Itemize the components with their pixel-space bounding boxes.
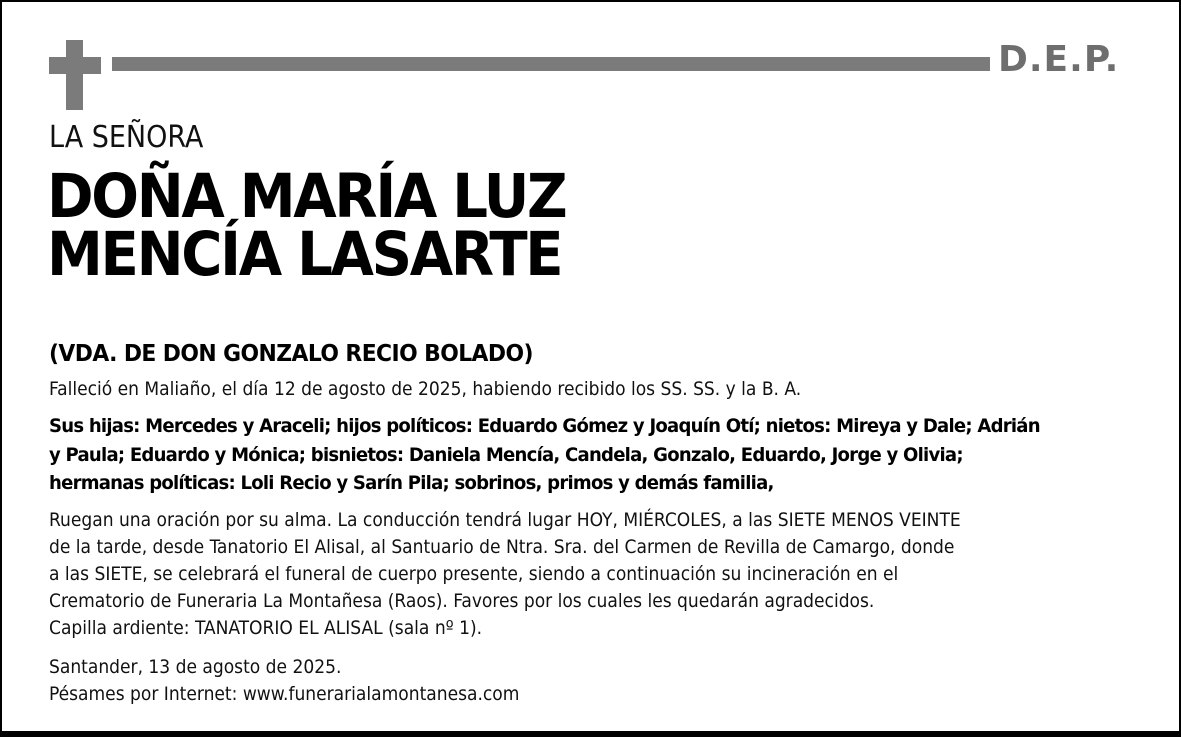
closing: [49, 654, 519, 708]
cross-icon: [49, 40, 101, 110]
family-line: Sus hijas: Mercedes y Araceli; hijos políticos: Eduardo Gómez y Joaquín Otí; nietos: Mireya y Dale; Adrián: [49, 415, 1040, 437]
service-line: Crematorio de Funeraria La Montañesa (Raos). Favores por los cuales les quedarán agradecidos.: [49, 590, 875, 612]
service-line: Ruegan una oración por su alma. La conducción tendrá lugar HOY, MIÉRCOLES, a las SIETE MENOS VEINTE: [49, 509, 961, 531]
service-details: [49, 507, 961, 642]
deceased-name: [47, 161, 566, 290]
dep-label: D.E.P.: [998, 39, 1120, 80]
service-line: de la tarde, desde Tanatorio El Alisal, al Santuario de Ntra. Sra. del Carmen de Revilla de Camargo, donde: [49, 536, 955, 558]
name-line-1: DOÑA MARÍA LUZ: [47, 161, 566, 232]
service-line: Capilla ardiente: TANATORIO EL ALISAL (sala nº 1).: [49, 617, 483, 639]
service-line: a las SIETE, se celebrará el funeral de cuerpo presente, siendo a continuación su incineración en el: [49, 563, 899, 585]
widow-of: (VDA. DE DON GONZALO RECIO BOLADO): [49, 341, 533, 367]
place-date: Santander, 13 de agosto de 2025.: [49, 656, 342, 678]
condolences-link[interactable]: Pésames por Internet: www.funerarialamontanesa.com: [49, 683, 520, 705]
death-line: Falleció en Maliaño, el día 12 de agosto de 2025, habiendo recibido los SS. SS. y la B. A.: [49, 378, 802, 400]
family-list: [49, 412, 1070, 498]
family-line: y Paula; Eduardo y Mónica; bisnietos: Daniela Mencía, Candela, Gonzalo, Eduardo, Jorge y Olivia;: [49, 443, 963, 466]
name-line-2: MENCÍA LASARTE: [47, 219, 562, 290]
family-line: hermanas políticas: Loli Recio y Sarín Pila; sobrinos, primos y demás familia,: [49, 472, 774, 494]
header-rule: [112, 57, 990, 71]
honorific: LA SEÑORA: [49, 120, 204, 155]
